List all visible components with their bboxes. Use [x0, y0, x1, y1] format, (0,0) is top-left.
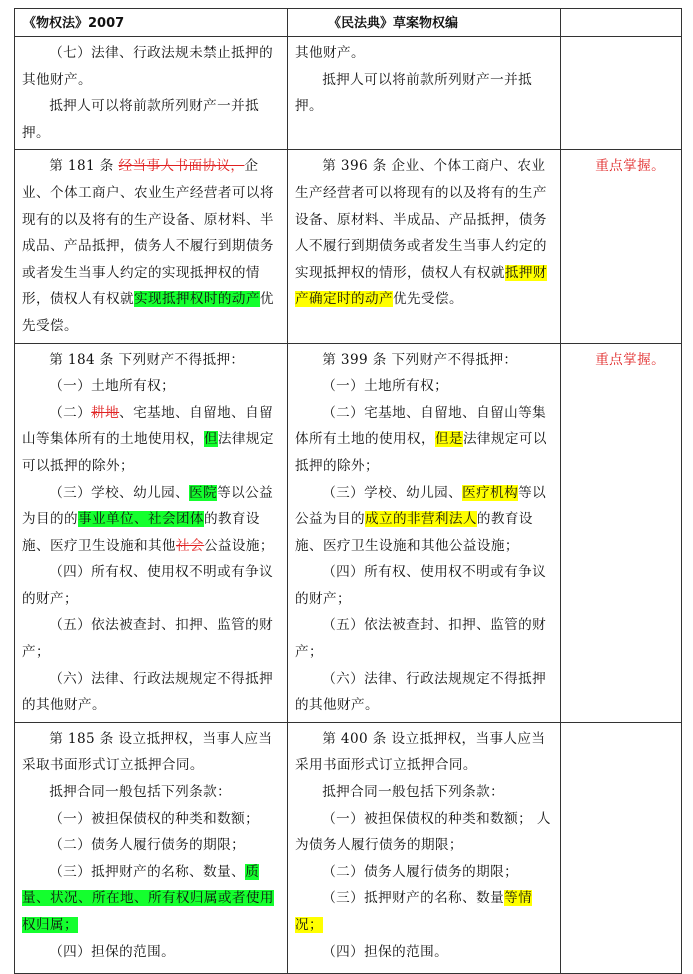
header-row: [15, 9, 682, 37]
paragraph: 抵押合同一般包括下列条款：: [322, 784, 505, 801]
paragraph: （二）债务人履行债务的期限；: [322, 863, 519, 880]
table-row: [15, 150, 682, 343]
paragraph: （一）土地所有权；: [49, 378, 176, 395]
paragraph: [295, 480, 553, 560]
text: 、宅基地、自留地、自留山等集体所有的土地使用权，: [22, 404, 274, 448]
text: 公益设施；: [203, 537, 274, 554]
paragraph: 第 184 条 下列财产不得抵押：: [49, 351, 245, 368]
text: 等以公益为目的的: [22, 484, 274, 528]
paragraph: 抵押合同一般包括下列条款：: [49, 784, 232, 801]
civil-code-cell: [288, 150, 561, 343]
deleted-text: 耕地: [91, 404, 120, 421]
note-cell: [561, 37, 682, 150]
deleted-text: 经当事人书面协议，: [118, 158, 245, 175]
table-row: [15, 37, 682, 150]
civil-code-cell: [288, 37, 561, 150]
paragraph: [22, 400, 280, 480]
highlight-green: 质量、状况、所在地、所有权归属或者使用权归属；: [22, 863, 274, 933]
text: （二）: [49, 404, 92, 421]
paragraph: [295, 400, 553, 480]
key-point-note: 重点掌握。: [595, 158, 666, 175]
highlight-yellow: 抵押财产确定时的动产: [295, 264, 547, 308]
paragraph: 抵押人可以将前款所列财产一并抵押。: [295, 71, 533, 115]
paragraph: 其他财产。: [295, 45, 365, 61]
paragraph: [295, 885, 553, 938]
civil-code-cell: [288, 343, 561, 722]
paragraph: （六）法律、行政法规规定不得抵押的其他财产。: [22, 670, 274, 714]
header-col-notes: [561, 9, 682, 37]
text: 优先受偿。: [22, 291, 274, 334]
deleted-text: 社会: [175, 537, 204, 554]
comparison-table: [14, 8, 682, 974]
text: （三）抵押财产的名称、数量: [322, 890, 505, 907]
table-row: [15, 722, 682, 973]
key-point-note: 重点掌握。: [595, 351, 666, 368]
civil-code-cell: [288, 722, 561, 973]
old-law-cell: [15, 343, 288, 722]
paragraph: （四）所有权、使用权不明或有争议的财产；: [295, 564, 547, 607]
highlight-yellow: 等情况；: [295, 890, 533, 933]
text: （二）宅基地、自留地、自留山等集体所有土地的使用权，: [295, 404, 547, 448]
highlight-yellow: 医疗机构: [462, 484, 519, 501]
paragraph: 第 399 条 下列财产不得抵押：: [322, 351, 518, 368]
paragraph: （四）担保的范围。: [49, 943, 176, 960]
paragraph: （七）法律、行政法规未禁止抵押的其他财产。: [22, 45, 274, 88]
highlight-yellow: 成立的非营利法人: [364, 511, 477, 528]
paragraph: 第 400 条 设立抵押权，当事人应当采用书面形式订立抵押合同。: [295, 730, 546, 774]
paragraph: [22, 153, 280, 339]
text: 企业、个体工商户、农业生产经营者可以将现有的以及将有的生产设备、原材料、半成品、产品抵押，债务人不履行到期债务或者发生当事人约定的实现抵押权的情形，债权人有权就: [22, 158, 274, 308]
highlight-green: 事业单位、社会团体: [77, 511, 204, 528]
text: 第 396 条 企业、个体工商户、农业生产经营者可以将现有的以及将有的生产设备、原材料、半成品、产品抵押，债务人不履行到期债务或者发生当事人约定的实现抵押权的情形，债权人有权就: [295, 158, 547, 281]
header-col-old-law: 《物权法》2007: [15, 9, 288, 37]
highlight-green: 医院: [189, 484, 218, 501]
text: 法律规定可以抵押的除外；: [22, 431, 274, 474]
text: （三）学校、幼儿园、: [322, 484, 463, 501]
note-cell: [561, 722, 682, 973]
paragraph: （一）被担保债权的种类和数额；: [49, 810, 260, 827]
text: （三）抵押财产的名称、数量、: [49, 863, 246, 880]
paragraph: （二）债务人履行债务的期限；: [49, 837, 246, 854]
table-row: [15, 343, 682, 722]
old-law-cell: [15, 37, 288, 150]
paragraph: [295, 153, 553, 313]
old-law-cell: [15, 150, 288, 343]
paragraph: [22, 480, 280, 560]
old-law-cell: [15, 722, 288, 973]
note-cell: [561, 150, 682, 343]
text: 等以公益为目的: [295, 484, 547, 528]
paragraph: （四）担保的范围。: [322, 943, 449, 960]
paragraph: （六）法律、行政法规规定不得抵押的其他财产。: [295, 670, 547, 714]
paragraph: 抵押人可以将前款所列财产一并抵押。: [22, 98, 260, 141]
paragraph: （四）所有权、使用权不明或有争议的财产；: [22, 564, 274, 607]
text: 优先受偿。: [392, 291, 463, 308]
highlight-green: 实现抵押权时的动产: [133, 291, 260, 308]
paragraph: （一）被担保债权的种类和数额； 人为债务人履行债务的期限；: [295, 810, 551, 854]
text: （三）学校、幼儿园、: [49, 484, 190, 501]
highlight-green: 但: [203, 431, 218, 448]
paragraph: [22, 859, 280, 939]
paragraph: （一）土地所有权；: [322, 378, 449, 395]
text: 法律规定可以抵押的除外；: [295, 431, 547, 474]
text: 的教育设施、医疗卫生设施和其他: [22, 511, 260, 554]
paragraph: （五）依法被查封、扣押、监管的财产；: [295, 617, 547, 661]
paragraph: （五）依法被查封、扣押、监管的财产；: [22, 617, 274, 661]
paragraph: 第 185 条 设立抵押权，当事人应当采取书面形式订立抵押合同。: [22, 730, 273, 774]
text: 第 181 条: [49, 158, 119, 175]
text: 的教育设施、医疗卫生设施和其他公益设施；: [295, 511, 533, 554]
note-cell: [561, 343, 682, 722]
header-col-civil-code: 《民法典》草案物权编: [288, 9, 561, 37]
highlight-yellow: 但是: [434, 431, 463, 448]
